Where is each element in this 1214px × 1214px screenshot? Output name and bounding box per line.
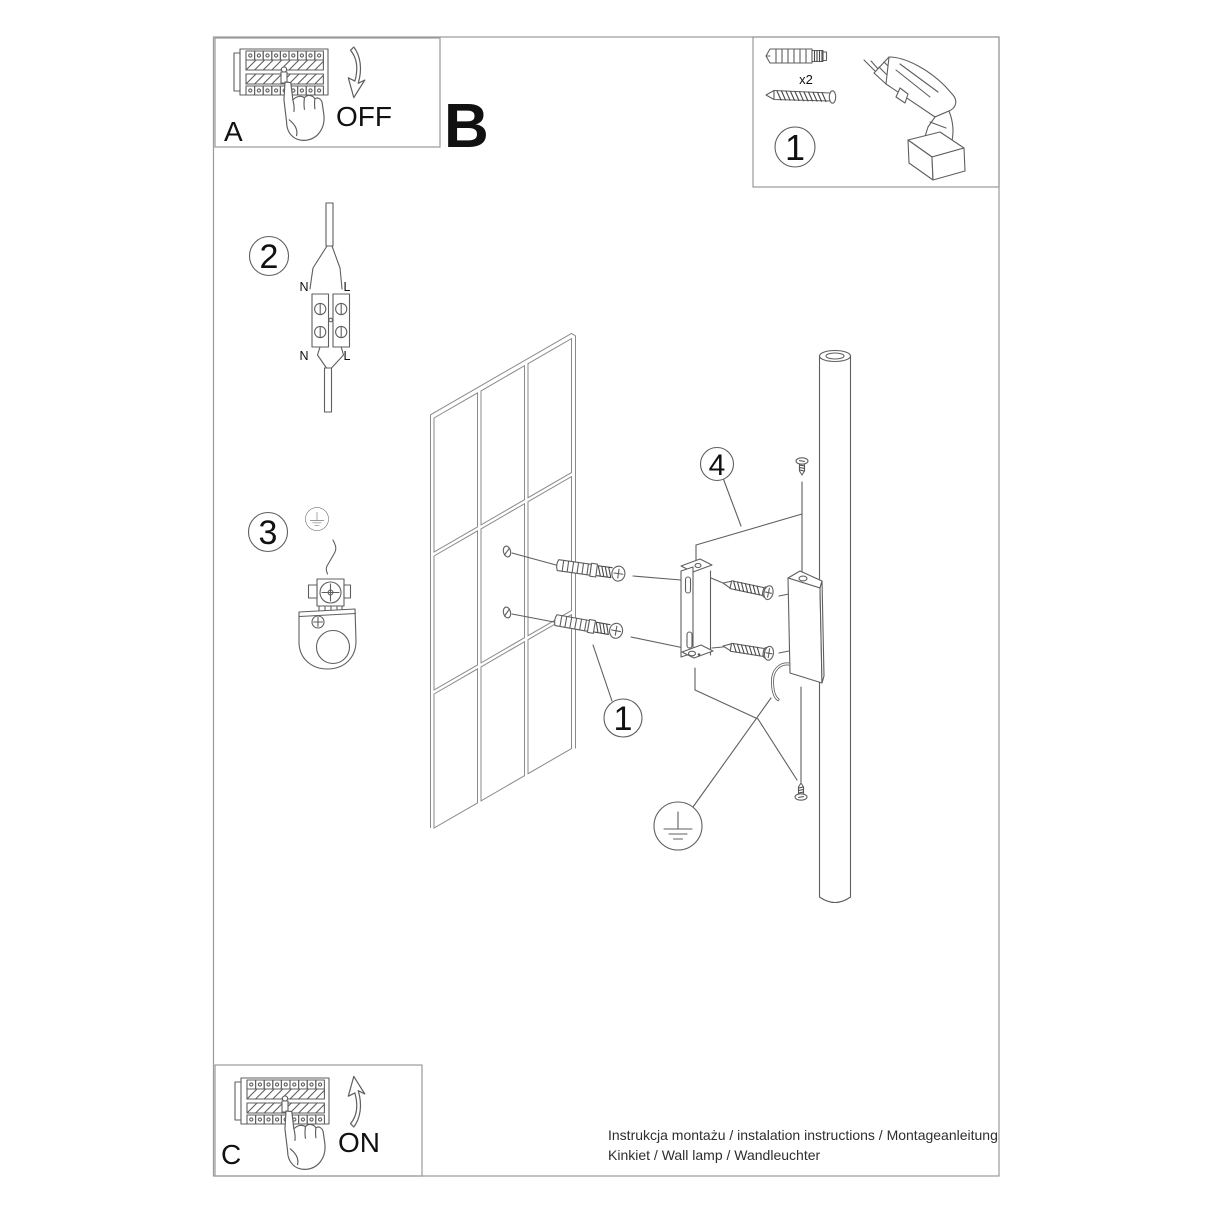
- step2-wiring: [250, 203, 351, 412]
- section-b-label: B: [444, 92, 489, 161]
- step4-marker: [701, 448, 742, 527]
- wall-tile: [481, 504, 525, 663]
- panel-c-label: C: [221, 1139, 242, 1170]
- wall-tile: [434, 393, 478, 552]
- on-label: ON: [338, 1127, 380, 1158]
- breaker-panel-icon: [235, 1078, 329, 1124]
- ground-wire-step3-icon: [326, 540, 336, 574]
- terminal-block-icon: [312, 294, 350, 347]
- step2-number: 2: [259, 238, 279, 276]
- mounting-screw-1: [722, 576, 775, 600]
- ground-symbol-small-icon: [305, 507, 328, 530]
- ground-symbol-large-icon: [654, 698, 771, 850]
- mounting-bracket: [681, 559, 713, 658]
- screw-icon: [766, 91, 836, 104]
- housing-screw-bottom-icon: [795, 783, 807, 800]
- wall-tile: [434, 531, 478, 690]
- mounting-screw-2: [722, 639, 775, 661]
- panel-a-label: A: [224, 116, 243, 147]
- wire-label-l-bottom: L: [343, 349, 351, 363]
- wire-label-n-bottom: N: [299, 349, 309, 363]
- wall-tile: [481, 366, 525, 525]
- wall-tile: [528, 615, 572, 774]
- wire-label-l-top: L: [343, 280, 351, 294]
- footer-line2: Kinkiet / Wall lamp / Wandleuchter: [608, 1147, 821, 1163]
- kit-step-marker: [775, 127, 815, 168]
- kit-step-number: 1: [784, 127, 806, 168]
- terminal-screw-icon: [309, 579, 351, 612]
- arrow-down-icon: [348, 47, 365, 98]
- wall-tile: [528, 477, 572, 636]
- lamp-tube: [820, 351, 851, 903]
- ground-wire-icon: [773, 664, 790, 700]
- lamp-housing: [788, 571, 824, 683]
- off-label: OFF: [336, 101, 392, 132]
- kit-quantity-label: x2: [799, 72, 813, 87]
- wall-plug-icon: [766, 49, 827, 63]
- panel-a: [215, 38, 440, 147]
- tiled-wall: [431, 333, 576, 828]
- footer-line1: Instrukcja montażu / instalation instructions / Montageanleitung: [608, 1127, 998, 1143]
- step3-number: 3: [258, 514, 278, 552]
- drill-icon: [864, 57, 965, 180]
- step4-number: 4: [708, 449, 726, 482]
- panel-c: [215, 1065, 422, 1176]
- wall-tile: [528, 339, 572, 498]
- cable-top-icon: [310, 203, 342, 289]
- cable-bottom-icon: [318, 347, 344, 412]
- step1-number: 1: [613, 700, 633, 738]
- wire-label-n-top: N: [299, 280, 309, 294]
- breaker-panel-icon: [234, 49, 328, 95]
- step3-grounding: [249, 507, 357, 669]
- wall-tile: [481, 642, 525, 801]
- kit-box: [753, 37, 999, 187]
- footer: [608, 1127, 998, 1163]
- wall-tile: [434, 669, 478, 828]
- arrow-up-icon: [348, 1076, 365, 1127]
- step1-marker: [593, 645, 642, 738]
- mounting-ring-icon: [299, 609, 356, 669]
- housing-screw-top-icon: [796, 458, 808, 475]
